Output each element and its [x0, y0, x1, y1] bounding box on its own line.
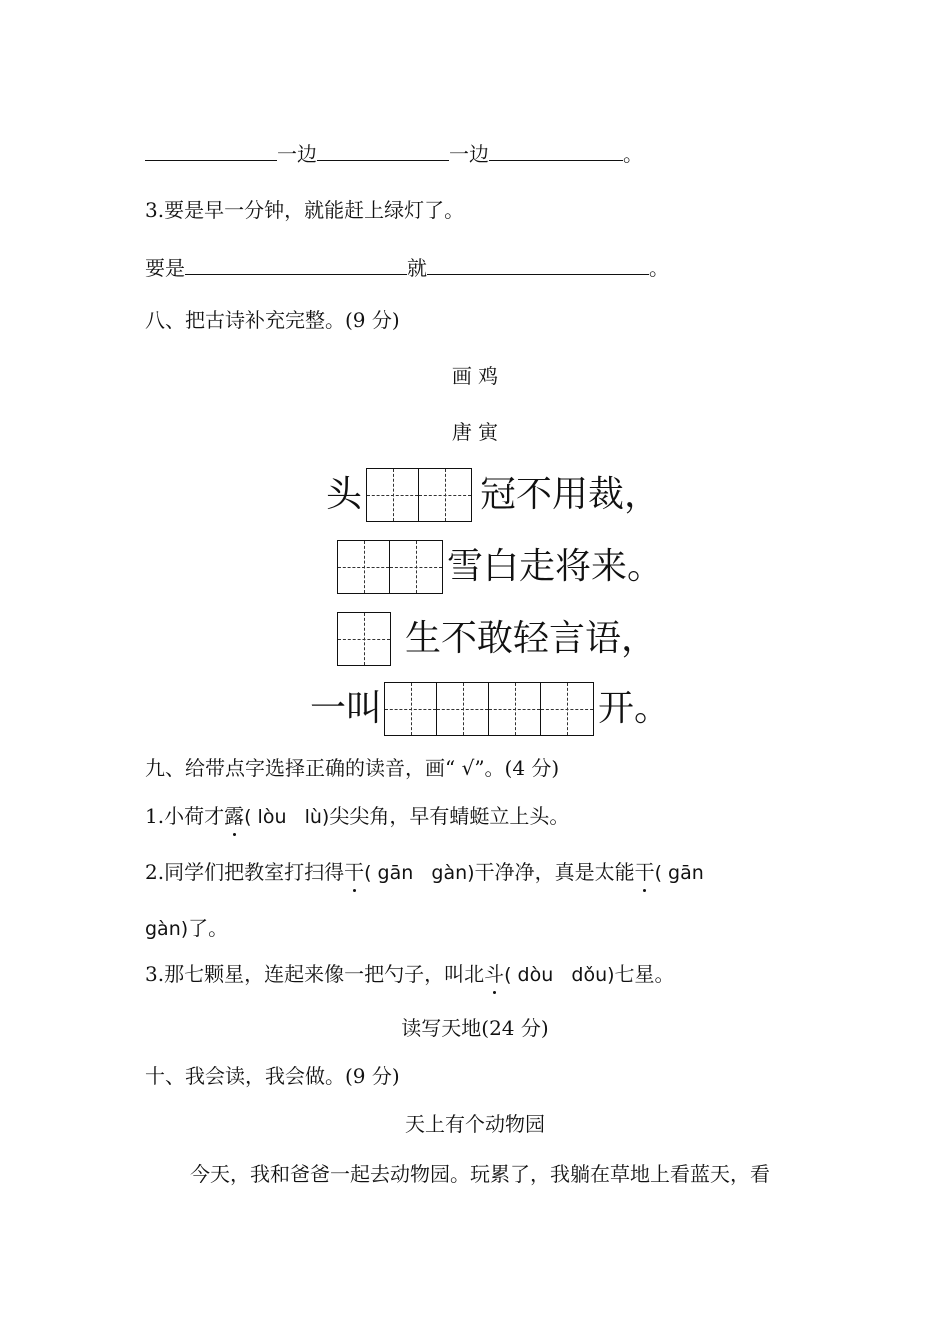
answer-blank[interactable] [489, 138, 623, 161]
poem-text: 生不敢轻言语， [405, 618, 658, 659]
question-2-cont [145, 914, 228, 943]
pinyin-options[interactable]: ( gān gàn) [364, 862, 475, 884]
grid-cell[interactable] [541, 683, 593, 735]
poem-text: 一叫 [310, 688, 383, 729]
tianzige-grid[interactable] [337, 612, 391, 666]
word-yaoshi: 要是 [145, 256, 185, 280]
question-text: 1.小荷才 [145, 804, 225, 828]
dotted-char: 干 [344, 860, 365, 884]
question-text: 干净净，真是太能 [474, 860, 635, 884]
grid-cell[interactable] [419, 469, 471, 521]
poem-line-4 [310, 682, 670, 736]
question-2 [145, 858, 704, 887]
grid-cell[interactable] [437, 683, 489, 735]
pinyin-options[interactable]: ( gān [654, 862, 704, 884]
question-text: 尖尖角，早有蜻蜓立上头。 [329, 804, 570, 828]
sentence-blanks-row [145, 138, 643, 168]
answer-blank[interactable] [427, 252, 649, 275]
poem-text: 雪白走将来。 [447, 546, 664, 587]
grid-cell[interactable] [338, 541, 390, 593]
poem-author: 唐 寅 [451, 420, 499, 444]
grid-cell[interactable] [390, 541, 442, 593]
part-title: 读写天地(24 分) [401, 1016, 549, 1040]
question-3 [145, 960, 675, 989]
poem-line-2 [337, 540, 663, 594]
poem-text: 开。 [598, 688, 671, 729]
poem-text: 冠不用裁， [480, 474, 661, 515]
poem-line-3 [337, 612, 657, 666]
story-paragraph: 今天，我和爸爸一起去动物园。玩累了，我躺在草地上看蓝天，看 [190, 1162, 770, 1186]
grid-cell[interactable] [367, 469, 419, 521]
question-text: 2.同学们把教室打扫得 [145, 860, 345, 884]
word-jiu: 就 [407, 256, 427, 280]
grid-cell[interactable] [489, 683, 541, 735]
pinyin-options[interactable]: ( lòu lù) [244, 806, 330, 828]
tianzige-grid[interactable] [366, 468, 472, 522]
section-heading: 八、把古诗补充完整。(9 分) [145, 308, 400, 332]
poem-line-1 [326, 468, 660, 522]
question-text: 七星。 [614, 962, 675, 986]
word-yibian: 一边 [449, 142, 489, 166]
answer-blank[interactable] [145, 138, 277, 161]
question-text: 3.那七颗星，连起来像一把勺子，叫北 [145, 962, 485, 986]
tianzige-grid[interactable] [384, 682, 594, 736]
tianzige-grid[interactable] [337, 540, 443, 594]
answer-blank[interactable] [317, 138, 449, 161]
period: 。 [623, 142, 643, 166]
poem-title: 画 鸡 [451, 364, 499, 388]
dotted-char: 露 [224, 804, 245, 828]
story-title: 天上有个动物园 [405, 1112, 545, 1136]
grid-cell[interactable] [338, 613, 390, 665]
sentence-blanks-row [145, 252, 669, 282]
answer-blank[interactable] [185, 252, 407, 275]
grid-cell[interactable] [385, 683, 437, 735]
dotted-char: 斗 [484, 962, 505, 986]
question-1 [145, 802, 569, 831]
question-text: 了。 [188, 916, 229, 940]
period: 。 [649, 256, 669, 280]
dotted-char: 干 [634, 860, 655, 884]
pinyin-options[interactable]: gàn) [145, 918, 189, 940]
section-heading: 九、给带点字选择正确的读音，画“ √”。(4 分) [145, 756, 560, 780]
section-heading: 十、我会读，我会做。(9 分) [145, 1064, 400, 1088]
pinyin-options[interactable]: ( dòu dǒu) [504, 964, 615, 986]
word-yibian: 一边 [277, 142, 317, 166]
poem-text: 头 [326, 474, 363, 515]
question-text: 3.要是早一分钟，就能赶上绿灯了。 [145, 198, 465, 222]
